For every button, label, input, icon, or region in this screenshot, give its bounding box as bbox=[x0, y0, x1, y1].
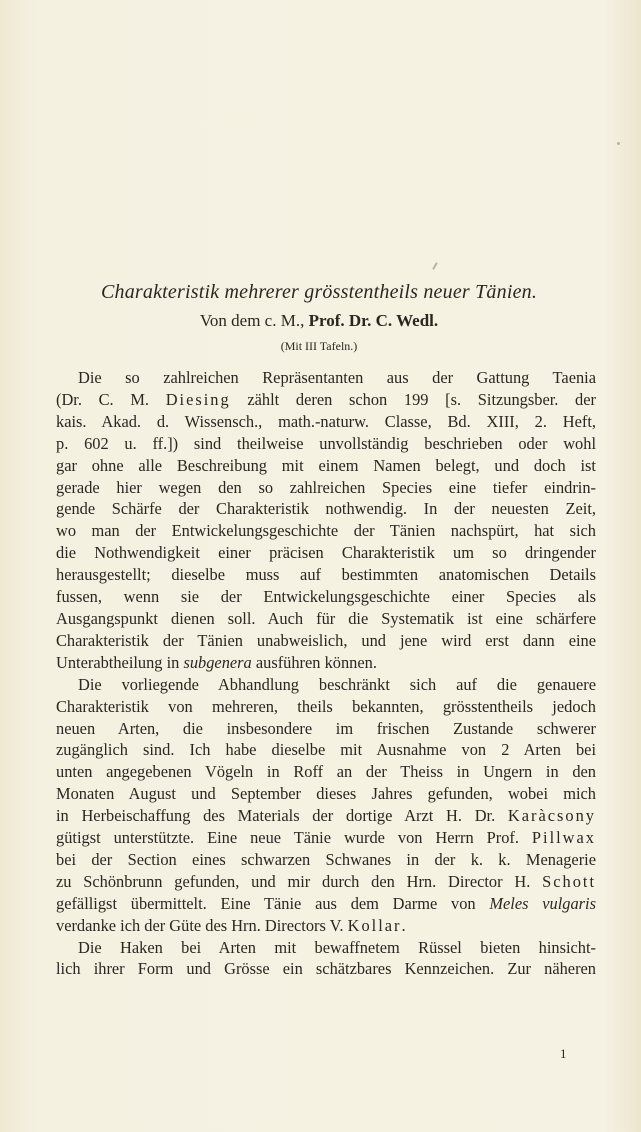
article-title: Charakteristik mehrerer grösstentheils neuer Tänien. bbox=[100, 281, 538, 303]
spaced-name: Schott bbox=[542, 871, 596, 891]
text-line: wo man der Entwickelungsgeschichte der Tänien nachspürt, hat sich bbox=[56, 521, 596, 541]
text-line: gende Schärfe der Charakteristik nothwendig. In der neuesten Zeit, bbox=[56, 499, 596, 519]
plates-note: (Mit III Tafeln.) bbox=[280, 339, 358, 353]
text-line: gar ohne alle Beschreibung mit einem Namen belegt, und doch ist bbox=[56, 455, 596, 475]
text-line: bei der Section eines schwarzen Schwanes in der k. k. Menagerie bbox=[56, 849, 596, 869]
text-run: Unterabtheilung in bbox=[56, 652, 184, 672]
text-run: in Herbeischaffung des Materials der dortige Arzt H. Dr. bbox=[56, 806, 508, 826]
text-line bbox=[56, 915, 596, 937]
text-run: zählt deren schon 199 [s. Sitzungsber. der bbox=[230, 389, 596, 409]
text-line: Die vorliegende Abhandlung beschränkt sich auf die genauere bbox=[78, 674, 596, 694]
text-run: verdanke ich der Güte des Hrn. Directors V. bbox=[56, 915, 348, 935]
text-line: Die Haken bei Arten mit bewaffnetem Rüssel bieten hinsicht- bbox=[78, 937, 596, 957]
italic-term: subgenera bbox=[183, 652, 252, 672]
author-line bbox=[40, 311, 598, 331]
text-run: . bbox=[401, 915, 406, 935]
spaced-name: Diesing bbox=[165, 389, 231, 409]
text-run: gefälligst übermittelt. Eine Tänie aus dem Darme von bbox=[56, 893, 490, 913]
spaced-name: Kollar bbox=[347, 915, 402, 935]
author-name: Prof. Dr. C. Wedl. bbox=[308, 311, 439, 330]
text-line bbox=[56, 871, 596, 893]
text-line: Die so zahlreichen Repräsentanten aus der Gattung Taenia bbox=[78, 368, 596, 387]
spaced-name: Karàcsony bbox=[507, 806, 596, 826]
text-line: neuen Arten, die insbesondere im frischen Zustande schwerer bbox=[56, 718, 596, 738]
ink-speck bbox=[432, 262, 438, 270]
text-line: lich ihrer Form und Grösse ein schätzbares Kennzeichen. Zur näheren bbox=[56, 959, 596, 979]
page-number: 1 bbox=[560, 1046, 567, 1061]
text-run: gütigst unterstützte. Eine neue Tänie wurde von Herrn Prof. bbox=[56, 828, 532, 848]
text-run: ausführen können. bbox=[251, 652, 377, 672]
text-line: herausgestellt; dieselbe muss auf bestimmten anatomischen Details bbox=[56, 565, 596, 585]
text-line: Charakteristik der Tänien unabweislich, und jene wird erst dann eine bbox=[56, 630, 596, 650]
text-line: Monaten August und September dieses Jahres gefunden, wobei mich bbox=[56, 784, 596, 804]
text-line bbox=[56, 827, 596, 849]
text-line bbox=[56, 652, 596, 674]
text-line: p. 602 u. ff.]) sind theilweise unvollständig beschrieben oder wohl bbox=[56, 433, 596, 453]
ink-speck bbox=[617, 142, 620, 145]
italic-term: Meles vulgaris bbox=[489, 893, 596, 913]
text-line: die Nothwendigkeit einer präcisen Charakteristik um so dringender bbox=[56, 543, 596, 563]
text-line: Ausgangspunkt dienen soll. Auch für die Systematik ist eine schärfere bbox=[56, 608, 596, 628]
text-run: zu Schönbrunn gefunden, und mir durch den Hrn. Director H. bbox=[56, 871, 543, 891]
text-line: gerade hier wegen den so zahlreichen Species eine tiefer eindrin- bbox=[56, 477, 596, 497]
paragraph-2 bbox=[56, 674, 596, 937]
text-line: Charakteristik von mehreren, theils bekannten, grösstentheils jedoch bbox=[56, 696, 596, 716]
text-line: zugänglich sind. Ich habe dieselbe mit Ausnahme von 2 Arten bei bbox=[56, 740, 596, 760]
text-line bbox=[56, 389, 596, 411]
text-line: fussen, wenn sie der Entwickelungsgeschichte einer Species als bbox=[56, 587, 596, 607]
paragraph-1 bbox=[56, 367, 596, 674]
text-line: unten angegebenen Vögeln in Roff an der Theiss in Ungern in den bbox=[56, 762, 596, 782]
spaced-name: Pillwax bbox=[531, 828, 596, 848]
text-line bbox=[56, 805, 596, 827]
paragraph-3 bbox=[56, 937, 596, 981]
author-prefix: Von dem c. M., bbox=[199, 311, 309, 330]
text-line: kais. Akad. d. Wissensch., math.-naturw. Classe, Bd. XIII, 2. Heft, bbox=[56, 411, 596, 431]
body-text bbox=[56, 367, 596, 980]
text-line bbox=[56, 893, 596, 915]
text-run: (Dr. C. M. bbox=[56, 389, 166, 409]
